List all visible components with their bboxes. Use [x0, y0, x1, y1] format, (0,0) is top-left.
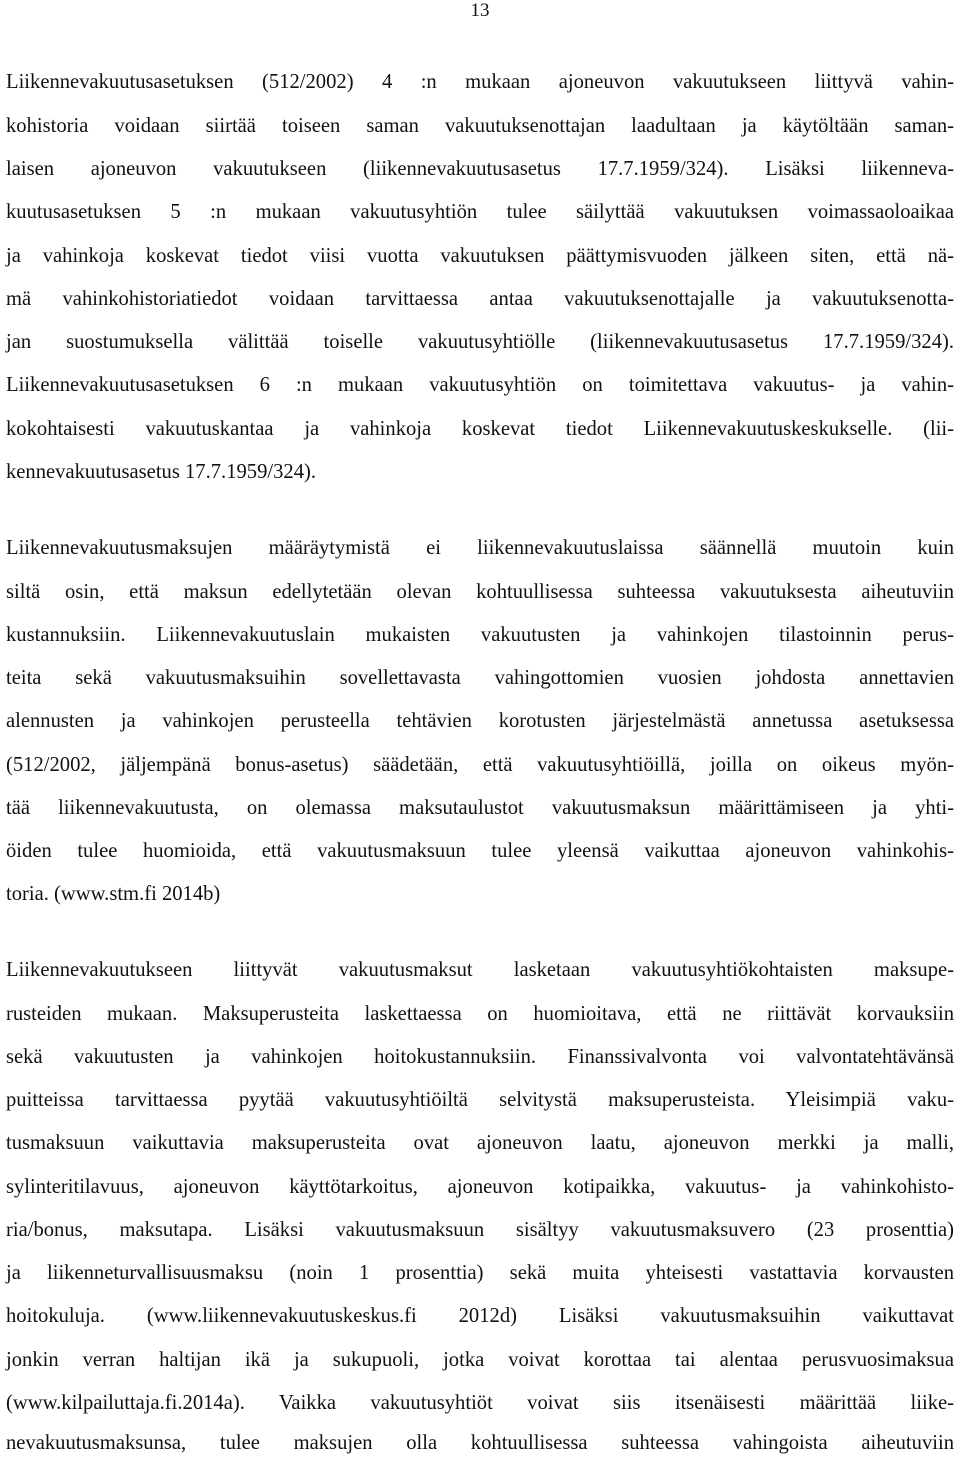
- text-line: toria. (www.stm.fi 2014b): [6, 883, 221, 905]
- text-line: tusmaksuun vaikuttavia maksuperusteita ovat ajoneuvon laatu, ajoneuvon merkki ja malli,: [6, 1132, 954, 1154]
- text-line: kuutusasetuksen 5 :n mukaan vakuutusyhtiön tulee säilyttää vakuutuksen voimassaoloaikaa: [6, 201, 954, 223]
- page-number: 13: [470, 0, 490, 21]
- text-line: tää liikennevakuutusta, on olemassa maksutaulustot vakuutusmaksun määrittämiseen ja yhti-: [6, 797, 954, 819]
- text-line: siltä osin, että maksun edellytetään olevan kohtuullisessa suhteessa vakuutuksesta aiheutuviin: [6, 581, 954, 603]
- text-line: puitteissa tarvittaessa pyytää vakuutusyhtiöiltä selvitystä maksuperusteista. Yleisimpiä vaku-: [6, 1089, 954, 1111]
- text-line: ria/bonus, maksutapa. Lisäksi vakuutusmaksuun sisältyy vakuutusmaksuvero (23 prosenttia): [6, 1219, 954, 1241]
- text-line: kohistoria voidaan siirtää toiseen saman vakuutuksenottajan laadultaan ja käytöltään saman-: [6, 115, 954, 137]
- text-line: alennusten ja vahinkojen perusteella tehtävien korotusten järjestelmästä annetussa asetuksessa: [6, 710, 954, 732]
- text-line: Liikennevakuutusmaksujen määräytymistä ei liikennevakuutuslaissa säännellä muutoin kuin: [6, 537, 954, 559]
- text-line: jonkin verran haltijan ikä ja sukupuoli, jotka voivat korottaa tai alentaa perusvuosimaksua: [6, 1349, 954, 1371]
- text-line: kennevakuutusasetus 17.7.1959/324).: [6, 461, 317, 483]
- text-line: Liikennevakuutukseen liittyvät vakuutusmaksut lasketaan vakuutusyhtiökohtaisten maksupe-: [6, 959, 954, 981]
- text-line: jan suostumuksella välittää toiselle vakuutusyhtiölle (liikennevakuutusasetus 17.7.1959/324).: [6, 331, 954, 353]
- text-line: rusteiden mukaan. Maksuperusteita laskettaessa on huomioitava, että ne riittävät korvauksiin: [6, 1003, 954, 1025]
- text-line: teita sekä vakuutusmaksuihin sovellettavasta vahingottomien vuosien johdosta annettavien: [6, 667, 954, 689]
- text-line: ja liikenneturvallisuusmaksu (noin 1 prosenttia) sekä muita yhteisesti vastattavia korvausten: [6, 1262, 954, 1284]
- text-line: Liikennevakuutusasetuksen 6 :n mukaan vakuutusyhtiön on toimitettava vakuutus- ja vahin-: [6, 374, 954, 396]
- text-line: sekä vakuutusten ja vahinkojen hoitokustannuksiin. Finanssivalvonta voi valvontatehtävänsä: [6, 1046, 954, 1068]
- text-line: nevakuutusmaksunsa, tulee maksujen olla kohtuullisessa suhteessa vahingoista aiheutuviin: [6, 1432, 954, 1454]
- text-line: ja vahinkoja koskevat tiedot viisi vuotta vakuutuksen päättymisvuoden jälkeen siten, että nä-: [6, 245, 954, 267]
- text-line: kustannuksiin. Liikennevakuutuslain mukaisten vakuutusten ja vahinkojen tilastoinnin perus-: [6, 624, 954, 646]
- text-line: sylinteritilavuus, ajoneuvon käyttötarkoitus, ajoneuvon kotipaikka, vakuutus- ja vahinkohisto-: [6, 1176, 954, 1198]
- text-line: hoitokuluja. (www.liikennevakuutuskeskus.fi 2012d) Lisäksi vakuutusmaksuihin vaikuttavat: [6, 1305, 954, 1327]
- text-line: laisen ajoneuvon vakuutukseen (liikennevakuutusasetus 17.7.1959/324). Lisäksi liikenneva-: [6, 158, 954, 180]
- text-line: mä vahinkohistoriatiedot voidaan tarvittaessa antaa vakuutuksenottajalle ja vakuutuksenotta-: [6, 288, 954, 310]
- text-line: kokohtaisesti vakuutuskantaa ja vahinkoja koskevat tiedot Liikennevakuutuskeskukselle. (lii-: [6, 418, 954, 440]
- text-line: (512/2002, jäljempänä bonus-asetus) säädetään, että vakuutusyhtiöillä, joilla on oikeus myön-: [6, 754, 954, 776]
- text-line: (www.kilpailuttaja.fi.2014a). Vaikka vakuutusyhtiöt voivat siis itsenäisesti määrittää liike-: [6, 1392, 954, 1414]
- text-line: öiden tulee huomioida, että vakuutusmaksuun tulee yleensä vaikuttaa ajoneuvon vahinkohis-: [6, 840, 954, 862]
- text-line: Liikennevakuutusasetuksen (512/2002) 4 :n mukaan ajoneuvon vakuutukseen liittyvä vahin-: [6, 71, 954, 93]
